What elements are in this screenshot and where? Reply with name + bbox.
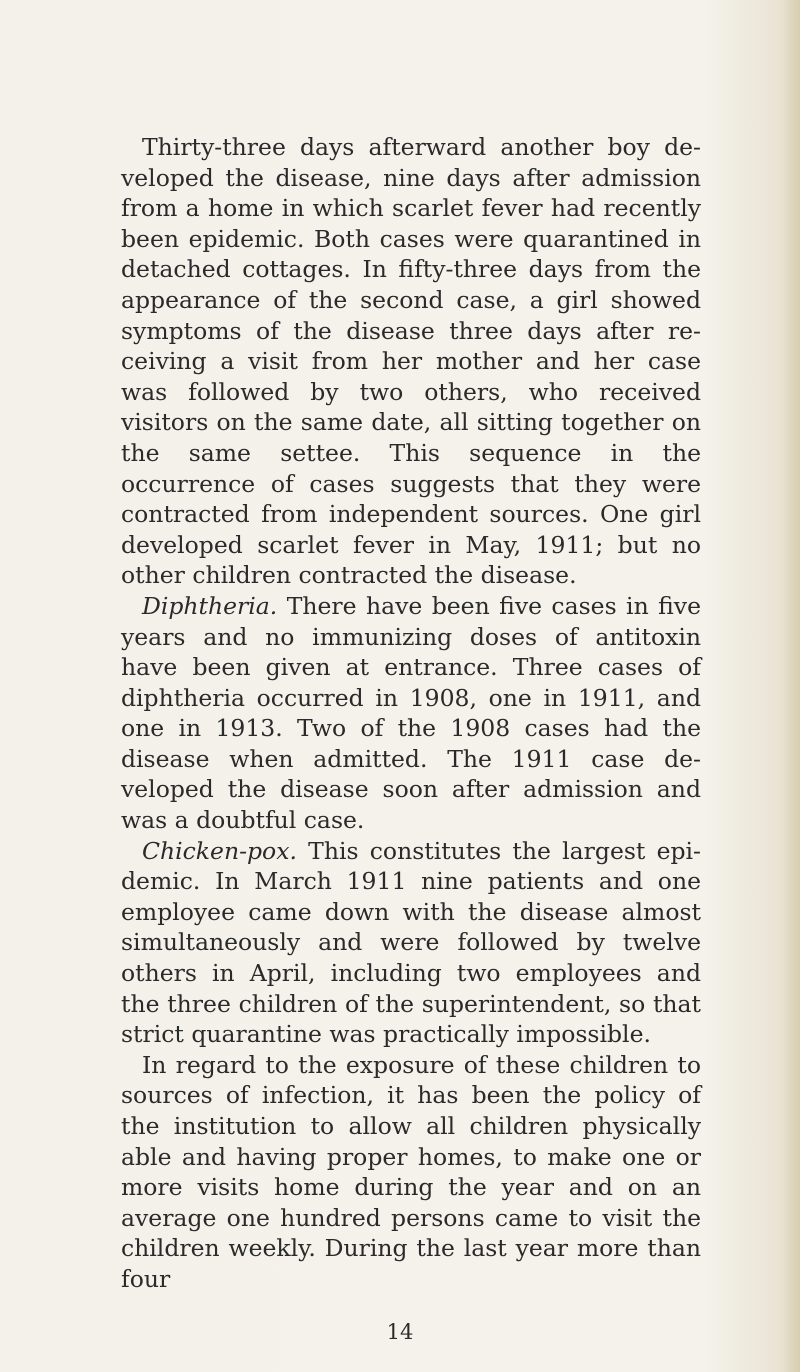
paragraph-lead-diphtheria: Diphtheria. [142,591,278,620]
page-edge-shadow [782,0,800,1372]
paragraph-diphtheria [121,591,701,836]
paragraph-text: There have been five cases in five years and no immunizing doses of antitoxin have been given at entrance. Three cases of diphtheria occurred in 1908, one in 1911, and one in 1913. Two of the 1908 cases had the disease when admitted. The 1911 case developed the disease soon after admission and was a doubtful case. [121,591,701,835]
paragraph-chicken-pox [121,836,701,1050]
paragraph-text: Thirty-three days afterward another boy developed the disease, nine days after admission from a home in which scarlet fever had recently been epidemic. Both cases were quarantined in detached cottages. In fifty-three days from the appearance of the second case, a girl showed symptoms of the disease three days after receiving a visit from her mother and her case was followed by two others, who received visitors on the same date, all sitting together on the same settee. This sequence in the occurrence of cases suggests that they were contracted from independent sources. One girl developed scarlet fever in May, 1911; but no other children contracted the disease. [121,133,701,590]
paragraph-scarlet-fever [121,132,701,591]
body-text [121,132,701,1295]
paragraph-lead-chicken-pox: Chicken-pox. [142,836,297,865]
paragraph-text: This constitutes the largest epidemic. In March 1911 nine patients and one employee came down with the disease almost simultaneously and were followed by twelve others in April, including two employees and the three children of the superintendent, so that strict quarantine was practically impossible. [121,836,701,1049]
page-number: 14 [386,1320,414,1344]
paragraph-text: In regard to the exposure of these children to sources of infection, it has been the policy of the institution to allow all children physically able and having proper homes, to make one or more visits home during the year and on an average one hundred persons came to visit the children weekly. During the last year more than four [121,1050,701,1293]
paragraph-exposure [121,1050,701,1295]
